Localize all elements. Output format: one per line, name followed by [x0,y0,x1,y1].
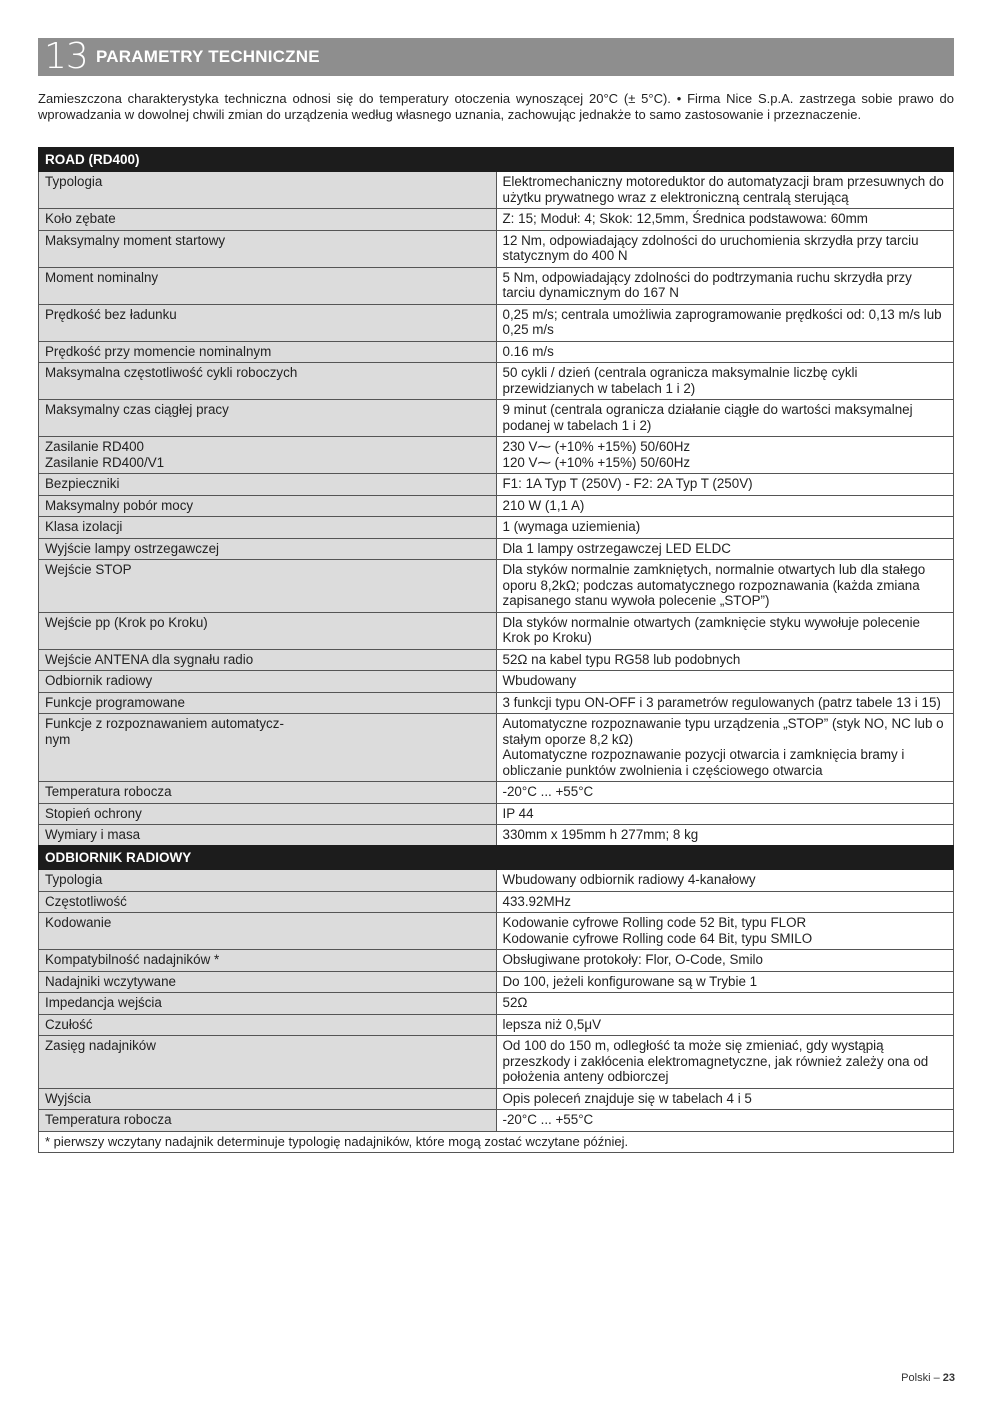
row-value [496,437,954,474]
row-label-line: Wejście STOP [45,562,132,577]
row-label [39,209,497,231]
row-label-line: Bezpieczniki [45,476,120,491]
row-label-line: Kodowanie [45,915,112,930]
row-value-line: Do 100, jeżeli konfigurowane są w Trybie 1 [502,973,758,989]
table-row [39,891,954,913]
row-value-line: Od 100 do 150 m, odległość ta może się zmieniać, gdy wystąpią przeszkody i zakłócenia elektromagnetyczne, jak również zależy ona od położenia anteny odbiorczej [502,1038,929,1084]
row-value [496,172,954,209]
row-label-line: Prędkość bez ładunku [45,306,177,322]
radio-table-title: ODBIORNIK RADIOWY [39,846,954,870]
row-label [39,803,497,825]
table-row [39,950,954,972]
row-label-line: Czułość [45,1016,93,1032]
row-value [496,803,954,825]
row-value-line: Dla styków normalnie zamkniętych, normalnie otwartych lub dla stałego oporu 8,2kΩ; podczas automatycznego rozpoznawania (każda zmiana zapisanego stanu wywoła polecenie „STOP”) [502,562,926,608]
table-row [39,517,954,539]
row-value-line: Automatyczne rozpoznawanie typu urządzenia „STOP” (styk NO, NC lub o stałym oporze 8,2 kΩ) [502,716,944,747]
row-label [39,304,497,341]
row-value-line: 230 V⁓ (+10% +15%) 50/60Hz [502,439,691,454]
table-row [39,714,954,782]
table-row [39,803,954,825]
table-row [39,363,954,400]
table-row [39,172,954,209]
row-label-line: Stopień ochrony [45,805,142,821]
row-value-line: 12 Nm, odpowiadający zdolności do uruchomienia skrzydła przy tarciu statycznym do 400 N [502,232,919,263]
row-label [39,1088,497,1110]
row-label-line: Maksymalny moment startowy [45,232,226,248]
row-label-line: Odbiornik radiowy [45,673,153,688]
table-row [39,1110,954,1132]
page-number: 23 [942,1372,955,1384]
row-label [39,517,497,539]
table-row [39,1088,954,1110]
row-value [496,230,954,267]
row-label-line: Prędkość przy momencie nominalnym [45,343,272,359]
row-value [496,993,954,1015]
row-label-line: Typologia [45,174,103,189]
row-label [39,649,497,671]
row-value [496,950,954,972]
row-label-line: Wejście pp (Krok po Kroku) [45,614,208,630]
row-label-line: Kompatybilność nadajników * [45,952,220,967]
row-value [496,891,954,913]
row-value-line: Elektromechaniczny motoreduktor do automatyzacji bram przesuwnych do użytku prywatnego wraz z elektroniczną centralą sterującą [502,174,944,205]
row-label-line: Temperatura robocza [45,1112,172,1127]
row-value [496,474,954,496]
road-spec-table [38,147,954,847]
table-row [39,782,954,804]
row-value-line: lepsza niż 0,5μV [502,1016,602,1032]
row-label [39,230,497,267]
row-label [39,560,497,613]
row-label [39,714,497,782]
section-number: 13 [44,36,88,77]
row-value [496,341,954,363]
row-value [496,825,954,847]
row-label [39,782,497,804]
table-row [39,400,954,437]
page-footer [901,1372,955,1384]
footer-language: Polski – [901,1372,943,1384]
row-value [496,612,954,649]
row-value-line: 52Ω [502,995,528,1010]
row-value-line: -20°C ... +55°C [502,1112,594,1127]
table-row [39,671,954,693]
row-value-line: Obsługiwane protokoły: Flor, O-Code, Smilo [502,952,763,967]
row-value-line: Wbudowany [502,673,577,688]
row-value-line: 120 V⁓ (+10% +15%) 50/60Hz [502,454,691,470]
table-row [39,495,954,517]
row-label [39,437,497,474]
row-value-line: 52Ω na kabel typu RG58 lub podobnych [502,651,741,667]
row-label [39,971,497,993]
row-label [39,671,497,693]
row-label [39,363,497,400]
table-row [39,971,954,993]
row-label-line: Funkcje z rozpoznawaniem automatycz- [45,716,284,731]
row-value [496,267,954,304]
row-value [496,671,954,693]
row-label-line: Typologia [45,872,103,887]
row-value-line: 3 funkcji typu ON-OFF i 3 parametrów regulowanych (patrz tabele 13 i 15) [502,694,941,710]
row-value-line: F1: 1A Typ T (250V) - F2: 2A Typ T (250V) [502,476,753,491]
section-title: PARAMETRY TECHNICZNE [96,47,320,66]
table-row [39,649,954,671]
table-row [39,993,954,1015]
row-label-line: Temperatura robocza [45,784,172,799]
row-value [496,714,954,782]
row-label-line: Zasilanie RD400 [45,439,144,454]
table-row [39,267,954,304]
row-label-line: Wyjścia [45,1090,92,1106]
table-row [39,474,954,496]
row-value-line: 330mm x 195mm h 277mm; 8 kg [502,827,699,842]
row-label-line: Zasięg nadajników [45,1038,156,1053]
row-label [39,1036,497,1089]
table-row [39,341,954,363]
row-value [496,1036,954,1089]
row-value [496,209,954,231]
row-value [496,363,954,400]
row-label [39,400,497,437]
radio-table-note: * pierwszy wczytany nadajnik determinuje typologię nadajników, które mogą zostać wczytane później. [39,1131,954,1153]
row-label-line: Wejście ANTENA dla sygnału radio [45,651,254,667]
table-row [39,612,954,649]
row-label-line: Klasa izolacji [45,519,123,534]
road-table-title: ROAD (RD400) [39,148,954,172]
row-value-line: 210 W (1,1 A) [502,497,585,513]
row-value-line: -20°C ... +55°C [502,784,594,799]
row-value [496,304,954,341]
row-value [496,971,954,993]
row-value-line: 9 minut (centrala ogranicza działanie ciągłe do wartości maksymalnej podanej w tabelach 1 i 2) [502,402,913,433]
table-row [39,1014,954,1036]
row-label [39,341,497,363]
row-value-line: Wbudowany odbiornik radiowy 4-kanałowy [502,872,756,887]
row-value-line: Z: 15; Moduł: 4; Skok: 12,5mm, Średnica podstawowa: 60mm [502,211,868,226]
table-row [39,304,954,341]
row-label [39,993,497,1015]
row-label [39,950,497,972]
row-label [39,495,497,517]
table-row [39,692,954,714]
row-value-line: 0.16 m/s [502,343,554,359]
row-label-line: Zasilanie RD400/V1 [45,454,165,470]
row-value-line: Opis poleceń znajduje się w tabelach 4 i 5 [502,1090,752,1106]
row-label [39,692,497,714]
row-value [496,400,954,437]
row-label-line: Częstotliwość [45,893,127,909]
row-value [496,517,954,539]
row-label-line: Wyjście lampy ostrzegawczej [45,540,220,556]
table-row [39,913,954,950]
radio-spec-table [38,845,954,1153]
row-value [496,692,954,714]
row-value [496,560,954,613]
row-label-line: Maksymalny czas ciągłej pracy [45,402,229,417]
row-label [39,825,497,847]
table-row [39,437,954,474]
row-value-line: Dla styków normalnie otwartych (zamknięcie styku wywołuje polecenie Krok po Kroku) [502,614,921,645]
row-value [496,649,954,671]
table-row [39,825,954,847]
table-row [39,538,954,560]
row-label [39,913,497,950]
row-label-line: Nadajniki wczytywane [45,973,176,989]
row-value [496,1088,954,1110]
row-label-line: nym [45,731,71,747]
row-value-line: 0,25 m/s; centrala umożliwia zaprogramowanie prędkości od: 0,13 m/s lub 0,25 m/s [502,306,942,337]
row-value [496,495,954,517]
row-label [39,612,497,649]
row-label-line: Funkcje programowane [45,694,185,710]
table-row [39,1036,954,1089]
row-value-line: Automatyczne rozpoznawanie pozycji otwarcia i zamknięcia bramy i obliczanie punktów zwolnienia i częściowego otwarcia [502,747,905,778]
row-label-line: Impedancja wejścia [45,995,162,1010]
row-label-line: Moment nominalny [45,269,159,285]
row-label [39,538,497,560]
section-header [38,38,954,76]
row-value-line: 433.92MHz [502,893,571,909]
row-label [39,1110,497,1132]
row-value [496,913,954,950]
row-value-line: 50 cykli / dzień (centrala ogranicza maksymalnie liczbę cykli przewidzianych w tabelach 1 i 2) [502,365,858,396]
row-label-line: Koło zębate [45,211,116,226]
row-value-line: Kodowanie cyfrowe Rolling code 52 Bit, typu FLOR [502,915,807,930]
row-label [39,267,497,304]
row-value [496,1014,954,1036]
row-label [39,891,497,913]
row-label-line: Maksymalna częstotliwość cykli roboczych [45,365,298,380]
row-value-line: Dla 1 lampy ostrzegawczej LED ELDC [502,540,731,556]
row-label-line: Maksymalny pobór mocy [45,497,194,513]
row-value-line: 5 Nm, odpowiadający zdolności do podtrzymania ruchu skrzydła przy tarciu dynamicznym do 167 N [502,269,912,300]
intro-paragraph: Zamieszczona charakterystyka techniczna odnosi się do temperatury otoczenia wynoszącej 20°C (± 5°C). • Firma Nice S.p.A. zastrzega sobie prawo do wprowadzania w dowolnej chwili zmian do urządzenia według własnego uznania, zachowując jednakże to samo zastosowanie i przeznaczenie. [38,91,954,122]
row-label [39,1014,497,1036]
table-row [39,870,954,892]
row-label [39,172,497,209]
table-row [39,230,954,267]
row-label-line: Wymiary i masa [45,827,141,842]
table-row [39,560,954,613]
row-value [496,1110,954,1132]
row-label [39,474,497,496]
row-value-line: 1 (wymaga uziemienia) [502,519,641,534]
row-value [496,870,954,892]
row-value [496,538,954,560]
row-label [39,870,497,892]
table-row [39,209,954,231]
row-value-line: Kodowanie cyfrowe Rolling code 64 Bit, typu SMILO [502,930,813,946]
row-value [496,782,954,804]
row-value-line: IP 44 [502,805,534,821]
